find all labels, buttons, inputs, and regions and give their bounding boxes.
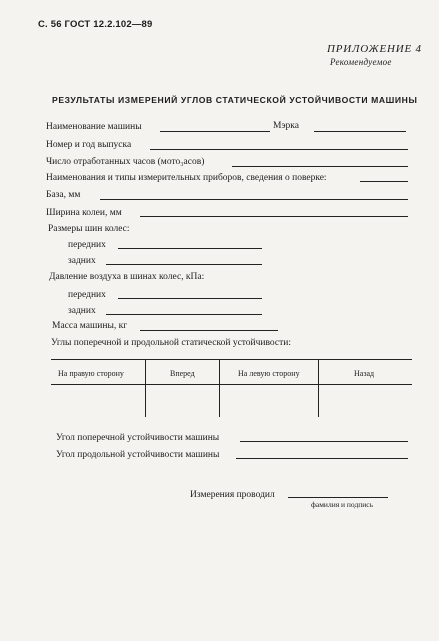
field-line-conducted-by[interactable]	[288, 497, 388, 498]
label-conducted-by: Измерения проводил	[190, 490, 275, 500]
page-header: С. 56 ГОСТ 12.2.102—89	[38, 19, 153, 30]
table-top-border	[51, 359, 412, 360]
appendix-title: ПРИЛОЖЕНИЕ 4	[327, 43, 422, 55]
field-line-front[interactable]	[118, 248, 262, 249]
field-line-track[interactable]	[140, 216, 408, 217]
field-line-lateral-angle[interactable]	[240, 441, 408, 442]
field-line-instruments[interactable]	[360, 181, 408, 182]
field-line-rear2[interactable]	[106, 314, 262, 315]
table-divider-1	[145, 359, 146, 417]
label-angles: Углы поперечной и продольной статической устойчивости:	[51, 338, 292, 348]
field-line-number-year[interactable]	[150, 149, 408, 150]
table-divider-3	[318, 359, 319, 417]
label-base: База, мм	[46, 190, 81, 200]
label-longitudinal-angle: Угол продольной устойчивости машины	[56, 450, 220, 460]
signature-caption: фамилия и подпись	[311, 500, 374, 509]
field-line-hours[interactable]	[232, 166, 408, 167]
field-line-machine-name[interactable]	[160, 131, 270, 132]
label-tire-sizes: Размеры шин колес:	[48, 224, 130, 234]
label-track: Ширина колеи, мм	[46, 208, 122, 218]
label-lateral-angle: Угол поперечной устойчивости машины	[56, 433, 220, 443]
document-title: РЕЗУЛЬТАТЫ ИЗМЕРЕНИЙ УГЛОВ СТАТИЧЕСКОЙ УСТОЙЧИВОСТИ МАШИНЫ	[52, 95, 418, 105]
table-header-backward: Назад	[354, 369, 375, 378]
table-header-left-side: На левую сторону	[238, 369, 300, 378]
label-hours: Число отработанных часов (мото₃асов)	[46, 157, 205, 167]
field-line-front2[interactable]	[118, 298, 262, 299]
label-brand: Мэрка	[273, 121, 299, 131]
label-front2: передних	[68, 290, 106, 300]
label-instruments: Наименования и типы измерительных приборов, сведения о поверке:	[46, 173, 327, 183]
field-line-rear[interactable]	[106, 264, 262, 265]
label-rear: задних	[68, 256, 96, 266]
table-divider-2	[219, 359, 220, 417]
table-header-right-side: На правую сторону	[58, 369, 124, 378]
label-number-year: Номер и год выпуска	[46, 140, 132, 150]
field-line-brand[interactable]	[314, 131, 406, 132]
label-front: передних	[68, 240, 106, 250]
field-line-base[interactable]	[100, 199, 408, 200]
field-line-longitudinal-angle[interactable]	[236, 458, 408, 459]
field-line-mass[interactable]	[140, 330, 278, 331]
label-rear2: задних	[68, 306, 96, 316]
appendix-status: Рекомендуемое	[330, 57, 392, 67]
label-machine-name: Наименование машины	[46, 122, 142, 132]
label-tire-pressure: Давление воздуха в шинах колес, кПа:	[49, 272, 205, 282]
label-mass: Масса машины, кг	[52, 321, 128, 331]
table-header-forward: Вперед	[170, 369, 195, 378]
table-header-border	[51, 384, 412, 385]
